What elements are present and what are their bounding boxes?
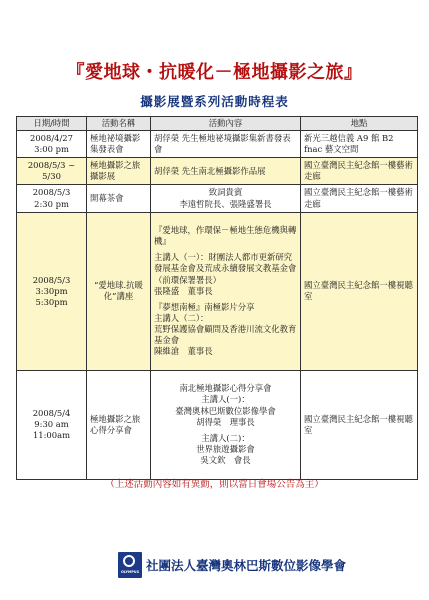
table-row xyxy=(17,158,418,185)
event-date-cell xyxy=(17,370,87,479)
event-location: 國立臺灣民主紀念館一樓藝術走廊 xyxy=(301,158,418,185)
header-event-content: 活動內容 xyxy=(151,117,301,131)
logo-text: OLYMPUS xyxy=(120,570,140,574)
event-content-line: 主講人(二)： xyxy=(201,432,250,443)
event-date: 2008/5/3 xyxy=(32,274,71,285)
table-row xyxy=(17,370,418,479)
schedule-table xyxy=(16,116,418,480)
event-name: 開幕茶會 xyxy=(87,185,151,212)
event-content-line: 『愛地球，作環保－極地生態危機與轉機』 xyxy=(154,225,297,247)
event-content-line: 世界旅遊攝影會 xyxy=(196,443,255,454)
event-time: 11:00am xyxy=(32,430,71,441)
event-content-line: 主講人（二）： xyxy=(154,312,209,323)
event-date: 2008/5/3 xyxy=(32,187,71,198)
event-content-cell xyxy=(151,212,301,370)
event-content-line: 臺灣奧林巴斯數位影像學會 xyxy=(175,405,276,416)
event-name: 極地祕境攝影集發表會 xyxy=(87,131,151,158)
event-date-cell xyxy=(17,158,87,185)
header-date-time: 日期/時間 xyxy=(17,117,87,131)
event-time: 3:00 pm xyxy=(34,144,69,155)
table-row xyxy=(17,131,418,158)
event-date-cell xyxy=(17,131,87,158)
event-time: 2:30 pm xyxy=(34,198,69,209)
event-time: 3:30pm xyxy=(35,285,68,296)
event-location: 國立臺灣民主紀念館一樓藝術走廊 xyxy=(301,185,418,212)
event-content-cell xyxy=(151,158,301,185)
header-event-name: 活動名稱 xyxy=(87,117,151,131)
page-title: 『愛地球・抗暖化－極地攝影之旅』 xyxy=(66,62,363,83)
event-content-line: 吳文欽 會長 xyxy=(200,454,251,465)
event-date: 2008/4/27 xyxy=(30,133,73,144)
event-name: 極地攝影之旅 攝影展 xyxy=(87,158,151,185)
event-time: 5:30pm xyxy=(35,296,68,307)
event-time: 9:30 am xyxy=(34,419,69,430)
event-location: 國立臺灣民主紀念館一樓視聽室 xyxy=(301,370,418,479)
camera-lens-icon xyxy=(123,555,135,567)
olympus-logo xyxy=(118,552,142,578)
event-content-line: 胡得榮 理事長 xyxy=(196,416,255,427)
event-content-line: 主講人(一)： xyxy=(201,394,250,405)
page-subtitle: 攝影展暨系列活動時程表 xyxy=(140,94,289,109)
event-content-line: 南北極地攝影心得分享會 xyxy=(179,383,272,394)
event-content-line: 張隆盛 董事長 xyxy=(154,285,213,296)
header-location: 地點 xyxy=(301,117,418,131)
event-content-line: 主講人（一）：財團法人都市更新研究發展基金會及荒成永續發展文教基金會（前環保署署長） xyxy=(154,252,297,285)
event-date-cell xyxy=(17,212,87,370)
event-location: 新光三越信義 A9 館 B2 fnac 藝文空間 xyxy=(301,131,418,158)
event-content-cell xyxy=(151,370,301,479)
organization-name: 社團法人臺灣奧林巴斯數位影像學會 xyxy=(146,558,347,573)
change-notice: （上述活動內容如有異動，則以當日會場公告為主） xyxy=(105,479,324,490)
table-row xyxy=(17,185,418,212)
event-location: 國立臺灣民主紀念館一樓視聽室 xyxy=(301,212,418,370)
event-name: “愛地球.抗暖化”講座 xyxy=(87,212,151,370)
table-header-row xyxy=(17,117,418,131)
table-row xyxy=(17,212,418,370)
event-content-line: 陳維滄 董事長 xyxy=(154,346,213,357)
event-content-line: 胡俘榮 先生極地祕境攝影集新書發表會 xyxy=(154,133,291,155)
event-content-cell xyxy=(151,185,301,212)
event-content-line: 李遠哲院長、張隆盛署長 xyxy=(179,198,272,209)
event-date: 2008/5/4 xyxy=(32,408,71,419)
event-content-line: 『夢想南極』南極影片分享 xyxy=(154,301,255,312)
event-content-line: 致詞貴賓 xyxy=(208,187,243,198)
event-content-line: 荒野保護協會顧問及香港川流文化教育基金會 xyxy=(154,323,297,345)
event-date: 2008/5/3 ~ 5/30 xyxy=(27,160,76,182)
event-content-cell xyxy=(151,131,301,158)
event-date-cell xyxy=(17,185,87,212)
footer xyxy=(118,552,346,578)
event-content-line: 胡俘榮 先生南北極攝影作品展 xyxy=(154,165,266,176)
event-name: 極地攝影之旅心得分享會 xyxy=(87,370,151,479)
